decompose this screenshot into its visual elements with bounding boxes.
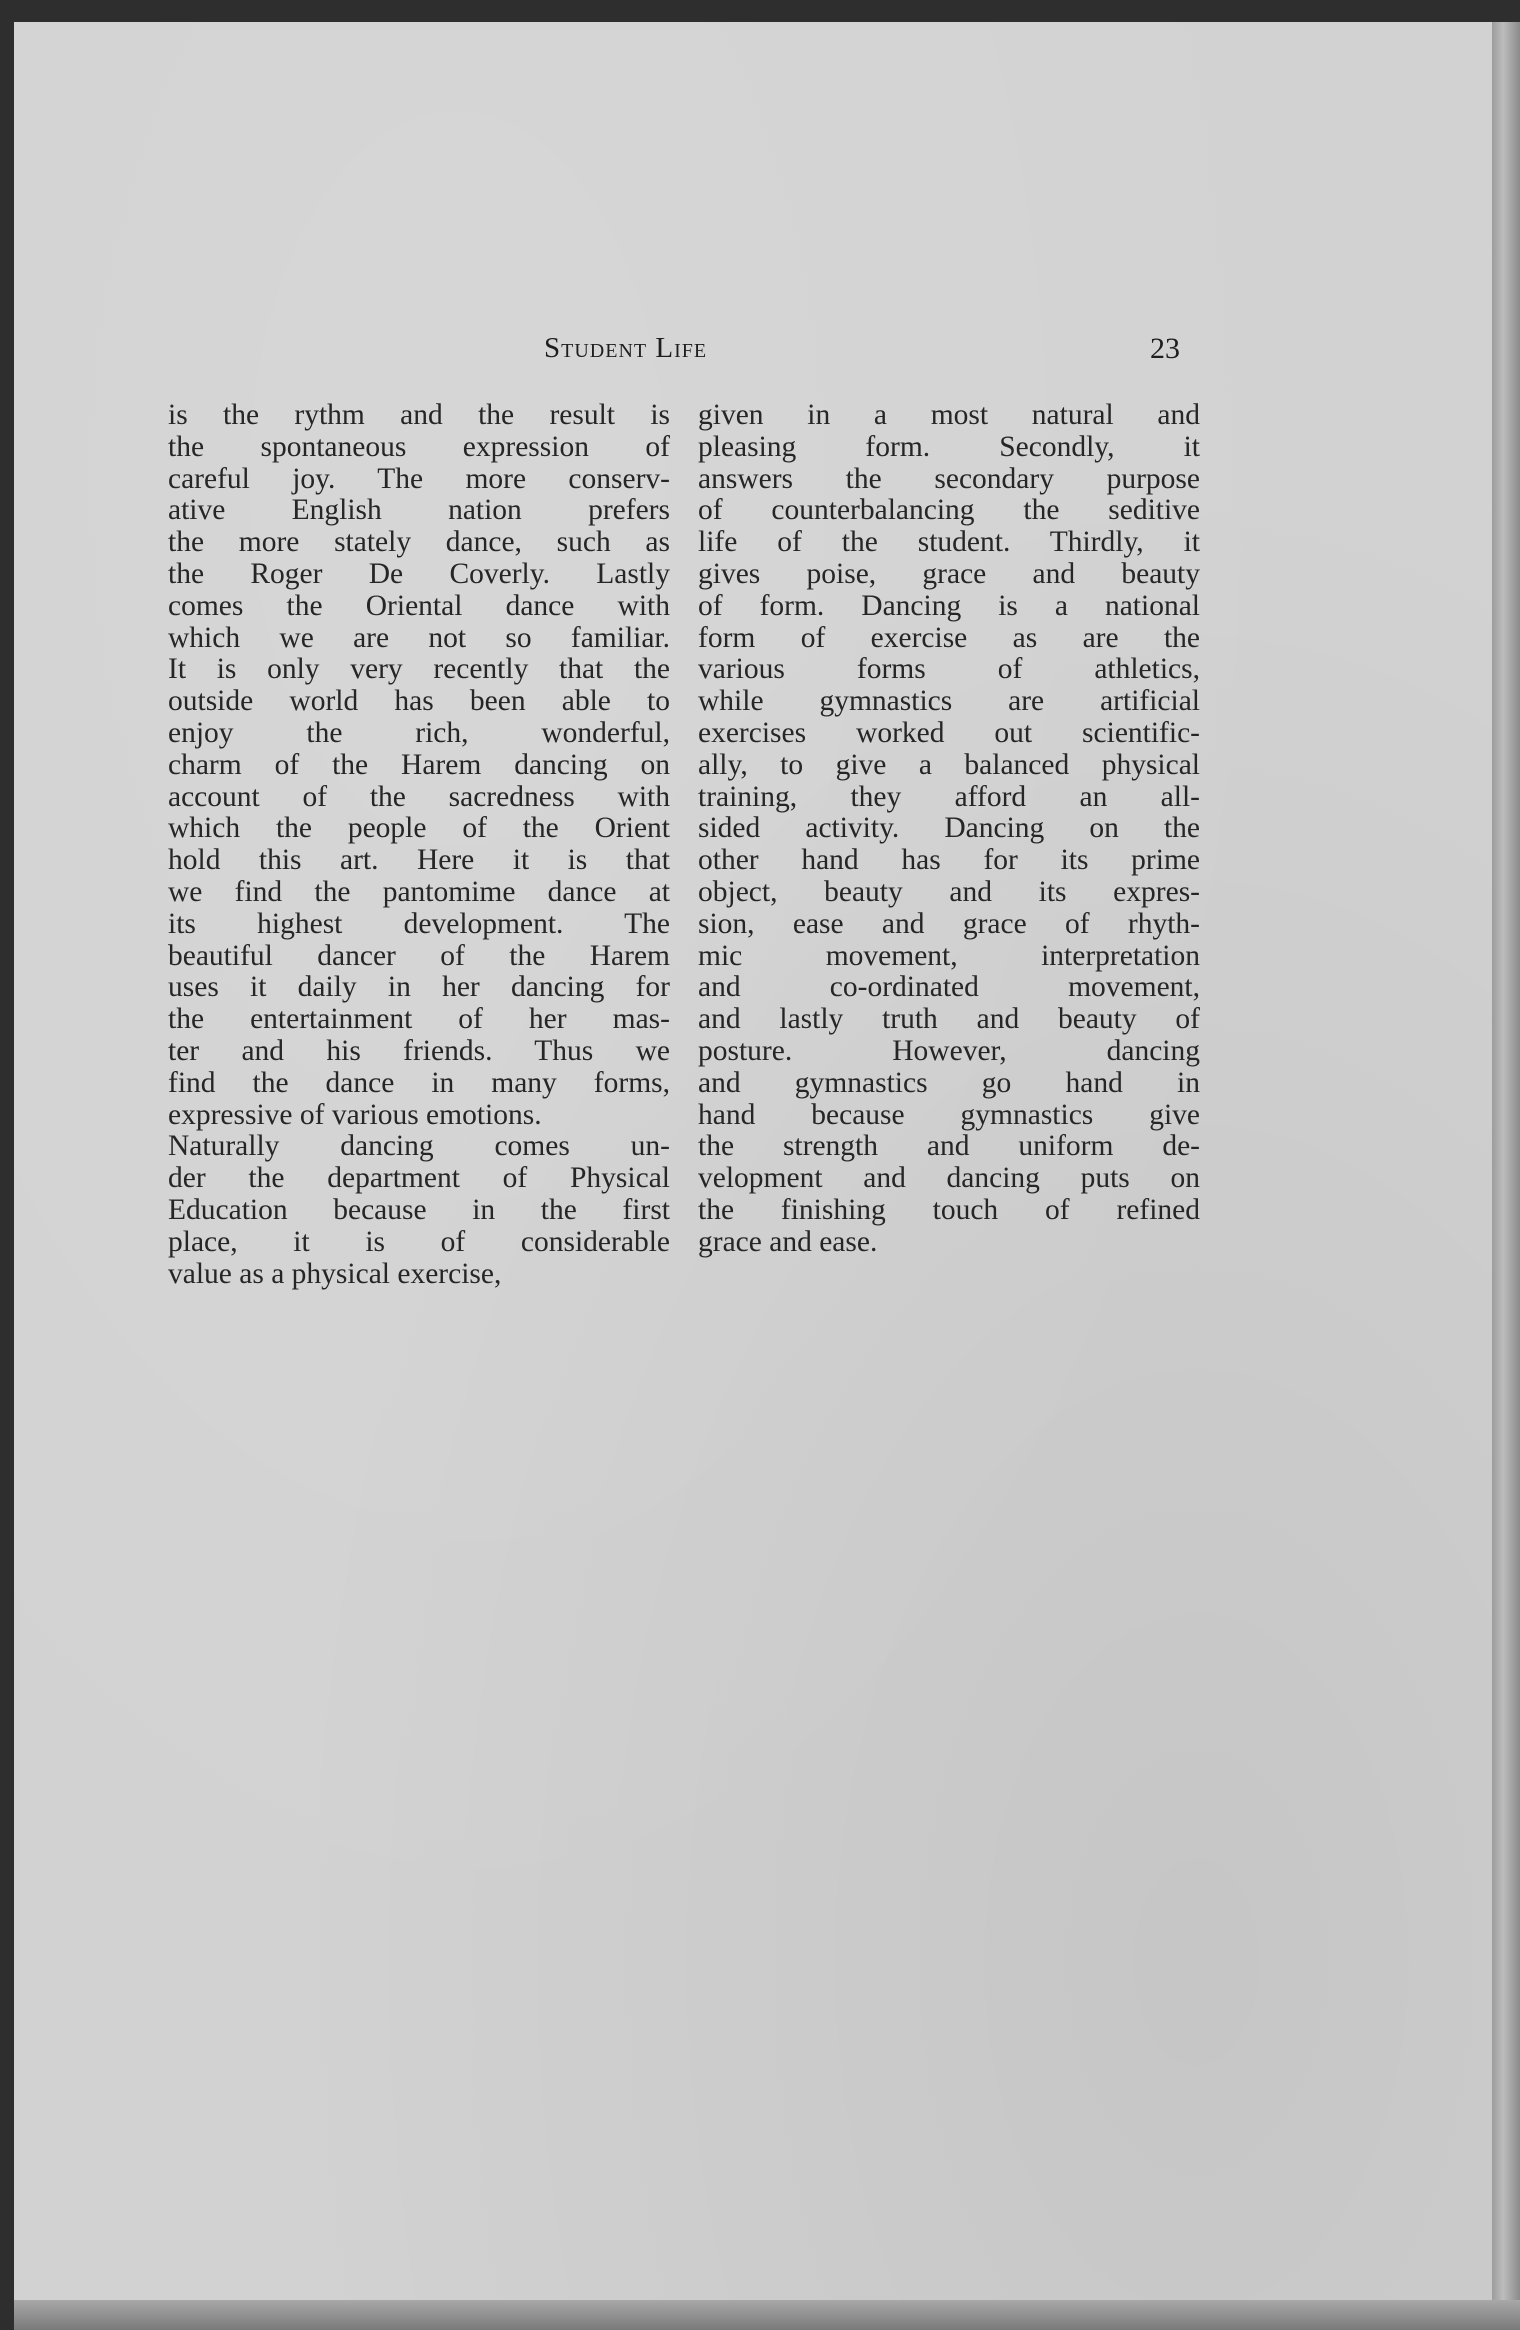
page-bottom-edge	[14, 2300, 1520, 2330]
text-line: sided activity. Dancing on the	[698, 813, 1200, 845]
text-line: which the people of the Orient	[168, 813, 670, 845]
text-line: hold this art. Here it is that	[168, 845, 670, 877]
text-line: mic movement, interpretation	[698, 940, 1200, 972]
text-line: uses it daily in her dancing for	[168, 972, 670, 1004]
text-line: place, it is of considerable	[168, 1226, 670, 1258]
text-line: we find the pantomime dance at	[168, 876, 670, 908]
text-line: other hand has for its prime	[698, 845, 1200, 877]
text-line: enjoy the rich, wonderful,	[168, 717, 670, 749]
text-line: It is only very recently that the	[168, 654, 670, 686]
page-edge-shadow	[1492, 22, 1520, 2304]
text-line: account of the sacredness with	[168, 781, 670, 813]
text-line: ter and his friends. Thus we	[168, 1035, 670, 1067]
text-line: Naturally dancing comes un-	[168, 1131, 670, 1163]
text-line: life of the student. Thirdly, it	[698, 527, 1200, 559]
text-line: posture. However, dancing	[698, 1035, 1200, 1067]
text-line: which we are not so familiar.	[168, 622, 670, 654]
text-line: ally, to give a balanced physical	[698, 749, 1200, 781]
text-line: velopment and dancing puts on	[698, 1163, 1200, 1195]
text-line: sion, ease and grace of rhyth-	[698, 908, 1200, 940]
text-line: while gymnastics are artificial	[698, 686, 1200, 718]
text-line: careful joy. The more conserv-	[168, 463, 670, 495]
right-text-column	[698, 400, 1200, 1259]
text-line: pleasing form. Secondly, it	[698, 431, 1200, 463]
text-line: its highest development. The	[168, 908, 670, 940]
text-line: and gymnastics go hand in	[698, 1067, 1200, 1099]
text-line: find the dance in many forms,	[168, 1067, 670, 1099]
text-line: expressive of various emotions.	[168, 1099, 542, 1131]
text-line: charm of the Harem dancing on	[168, 749, 670, 781]
text-line: object, beauty and its expres-	[698, 876, 1200, 908]
text-line: the entertainment of her mas-	[168, 1004, 670, 1036]
page-header	[14, 332, 1492, 372]
text-line: of form. Dancing is a national	[698, 590, 1200, 622]
text-line: of counterbalancing the seditive	[698, 495, 1200, 527]
text-line: answers the secondary purpose	[698, 463, 1200, 495]
text-line: grace and ease.	[698, 1226, 878, 1258]
text-line: the spontaneous expression of	[168, 431, 670, 463]
text-line: is the rythm and the result is	[168, 400, 670, 431]
text-line: hand because gymnastics give	[698, 1099, 1200, 1131]
text-line: training, they afford an all-	[698, 781, 1200, 813]
text-line: beautiful dancer of the Harem	[168, 940, 670, 972]
left-text-column	[168, 400, 670, 1290]
text-line: the Roger De Coverly. Lastly	[168, 558, 670, 590]
text-line: and lastly truth and beauty of	[698, 1004, 1200, 1036]
text-line: outside world has been able to	[168, 686, 670, 718]
text-line: various forms of athletics,	[698, 654, 1200, 686]
running-title: Student Life	[544, 332, 708, 364]
text-line: ative English nation prefers	[168, 495, 670, 527]
text-line: given in a most natural and	[698, 400, 1200, 431]
text-line: comes the Oriental dance with	[168, 590, 670, 622]
text-line: the strength and uniform de-	[698, 1131, 1200, 1163]
text-line: and co-ordinated movement,	[698, 972, 1200, 1004]
text-line: value as a physical exercise,	[168, 1258, 502, 1290]
text-line: exercises worked out scientific-	[698, 717, 1200, 749]
text-line: Education because in the first	[168, 1194, 670, 1226]
book-page	[14, 22, 1492, 2304]
text-line: form of exercise as are the	[698, 622, 1200, 654]
text-line: gives poise, grace and beauty	[698, 558, 1200, 590]
text-line: the more stately dance, such as	[168, 527, 670, 559]
page-number: 23	[1150, 332, 1180, 365]
text-line: der the department of Physical	[168, 1163, 670, 1195]
text-line: the finishing touch of refined	[698, 1194, 1200, 1226]
